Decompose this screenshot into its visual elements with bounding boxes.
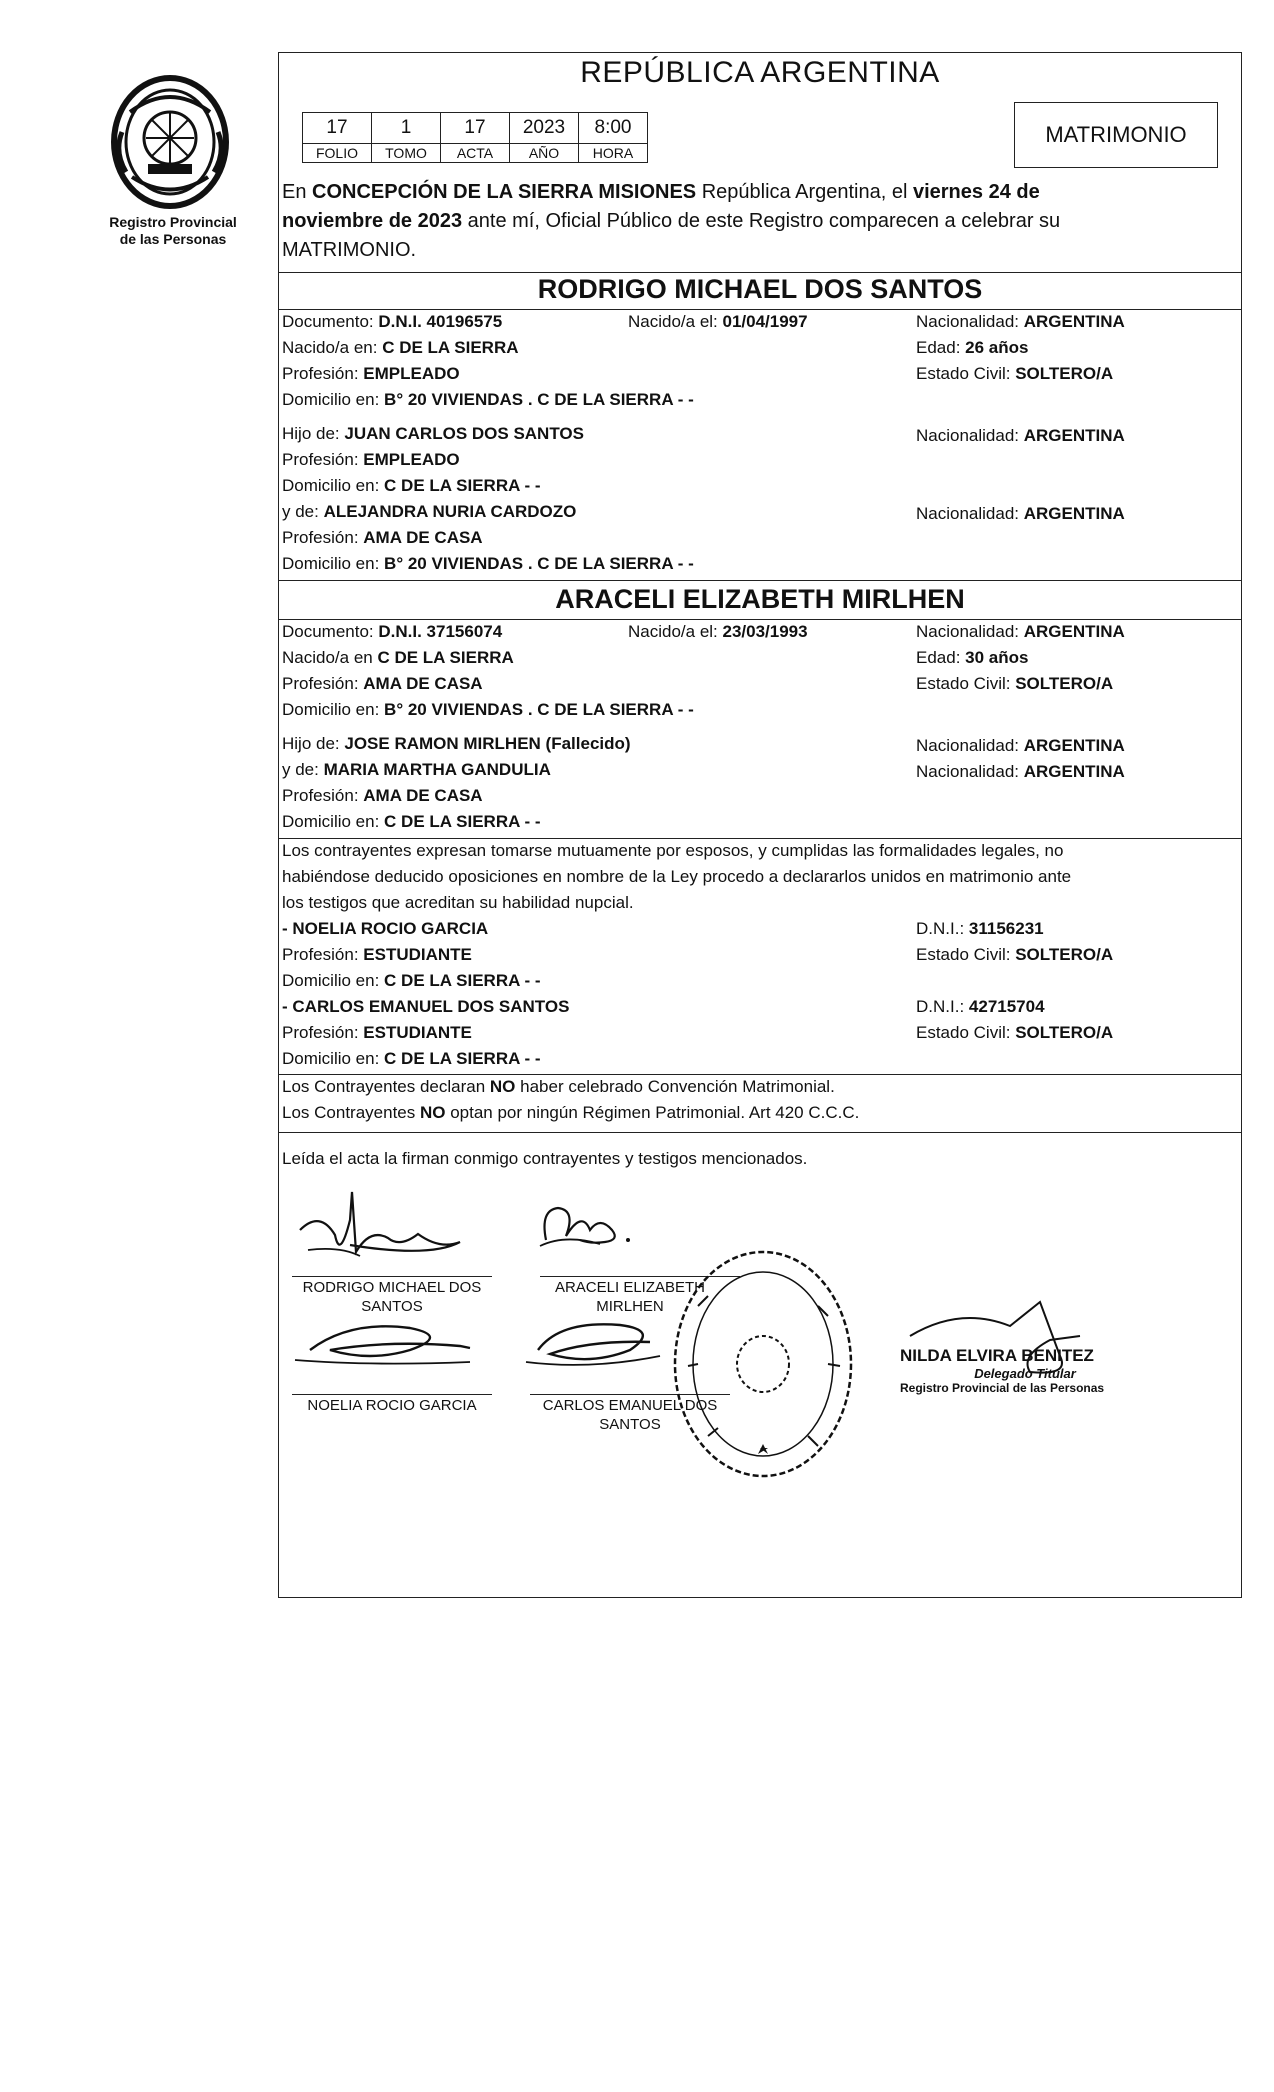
witness2-address: C DE LA SIERRA - -: [384, 1049, 541, 1068]
spouse2-birthdate: Nacido/a el: 23/03/1993: [628, 622, 808, 641]
hour-value: 8:00: [579, 113, 648, 144]
witness2-profession: ESTUDIANTE: [363, 1023, 472, 1042]
year-value: 2023: [510, 113, 579, 144]
spouse2-birthplace: C DE LA SIERRA: [377, 648, 514, 667]
signature-label-spouse1: RODRIGO MICHAEL DOS SANTOS: [302, 1279, 482, 1315]
signature-label-spouse2: ARACELI ELIZABETH MIRLHEN: [554, 1279, 706, 1315]
country-title: REPÚBLICA ARGENTINA: [580, 56, 940, 89]
witness1-profession: ESTUDIANTE: [363, 945, 472, 964]
spouse1-birthplace: C DE LA SIERRA: [382, 338, 519, 357]
intro-place: CONCEPCIÓN DE LA SIERRA MISIONES: [312, 181, 697, 203]
spouse1-nationality: ARGENTINA: [1023, 312, 1125, 331]
spouse1-mother-nationality: Nacionalidad: ARGENTINA: [916, 504, 1125, 523]
spouse1-left-column: Documento: D.N.I. 40196575 Nacido/a en: C DE LA SIERRA Profesión: EMPLEADO Domicilio en: B° 20 VIVIENDAS . C DE LA SIERRA - - Hijo de: JUAN CARLOS DOS SANTOS Profesión: EMPLEADO Domicilio en: C DE LA SIERRA - - y de: ALEJANDRA NURIA CARDOZO Profesión: AMA DE CASA Domicilio en: B° 20 VIVIENDAS . C DE LA SIERRA - -: [282, 312, 694, 573]
spouse1-birthdate: Nacido/a el: 01/04/1997: [628, 312, 808, 331]
acta-value: 17: [441, 113, 510, 144]
spouse1-mother-address: B° 20 VIVIENDAS . C DE LA SIERRA - -: [384, 554, 694, 573]
spouse1-mother: ALEJANDRA NURIA CARDOZO: [323, 502, 577, 521]
registry-logo-caption: [78, 214, 268, 248]
act-type-box: MATRIMONIO: [1014, 102, 1218, 168]
spouse1-father: JUAN CARLOS DOS SANTOS: [344, 424, 584, 443]
intro-text-3: ante mí, Oficial Público de este Registro comparecen a celebrar su: [462, 210, 1061, 232]
spouse2-mother: MARIA MARTHA GANDULIA: [323, 760, 551, 779]
spouse2-age: 30 años: [965, 648, 1029, 667]
intro-text-4: MATRIMONIO.: [282, 239, 417, 261]
intro-date-2: noviembre de 2023: [282, 210, 463, 232]
spouse1-civil-status: SOLTERO/A: [1015, 364, 1114, 383]
convention-paragraph: Los Contrayentes declaran NO haber celebrado Convención Matrimonial. Los Contrayentes NO optan por ningún Régimen Patrimonial. Art 420 C.C.C.: [282, 1077, 860, 1122]
declaration-line1: Los contrayentes expresan tomarse mutuamente por esposos, y cumplidas las formalidades legales, no: [282, 841, 1064, 860]
spouse1-age: 26 años: [965, 338, 1029, 357]
spouse1-father-address: C DE LA SIERRA - -: [384, 476, 541, 495]
spouse1-address: B° 20 VIVIENDAS . C DE LA SIERRA - -: [384, 390, 694, 409]
official-role: Delegado Titular: [974, 1366, 1076, 1381]
folio-value: 17: [303, 113, 372, 144]
witness2-civil-status: SOLTERO/A: [1015, 1023, 1114, 1042]
official-seal-stamp: [668, 1246, 858, 1482]
year-label: AÑO: [510, 144, 579, 163]
intro-text-1: En: [282, 181, 313, 203]
spouse2-address: B° 20 VIVIENDAS . C DE LA SIERRA - -: [384, 700, 694, 719]
provincial-registry-logo: [100, 72, 240, 212]
spouse1-father-nationality: Nacionalidad: ARGENTINA: [916, 426, 1125, 445]
signature-line: [292, 1394, 492, 1395]
official-stamp-block: [900, 1346, 1150, 1395]
spouse1-right-column: Nacionalidad: ARGENTINA Edad: 26 años Estado Civil: SOLTERO/A: [916, 312, 1125, 383]
signature-line: [292, 1276, 492, 1277]
declaration-line2: habiéndose deducido oposiciones en nombre de la Ley procedo a declararlos unidos en matrimonio ante: [282, 867, 1072, 886]
logo-caption-line1: Registro Provincial: [109, 214, 237, 230]
spouse1-name: RODRIGO MICHAEL DOS SANTOS: [537, 274, 983, 304]
spouse2-name: ARACELI ELIZABETH MIRLHEN: [555, 584, 965, 614]
witness2-dni: 42715704: [968, 997, 1045, 1016]
spouse1-dni: D.N.I. 40196575: [378, 312, 503, 331]
intro-text-2: República Argentina, el: [696, 181, 913, 203]
divider: [278, 580, 1242, 581]
spouse2-civil-status: SOLTERO/A: [1015, 674, 1114, 693]
acta-label: ACTA: [441, 144, 510, 163]
signature-label-witness2: CARLOS EMANUEL DOS SANTOS: [542, 1397, 718, 1433]
intro-date-1: viernes 24 de: [912, 181, 1040, 203]
spouse2-profession: AMA DE CASA: [363, 674, 483, 693]
declaration-line3: los testigos que acreditan su habilidad nupcial.: [282, 893, 634, 912]
spouse2-father-nationality: Nacionalidad: ARGENTINA: [916, 736, 1125, 755]
witnesses-right-column: D.N.I.: 31156231 Estado Civil: SOLTERO/A D.N.I.: 42715704 Estado Civil: SOLTERO/A: [916, 919, 1114, 1042]
record-numbers-table: [302, 112, 648, 163]
declaration-paragraph: [282, 838, 1240, 916]
spouse2-dni: D.N.I. 37156074: [378, 622, 503, 641]
official-name: NILDA ELVIRA BENITEZ: [900, 1346, 1094, 1365]
spouse2-nationality: ARGENTINA: [1023, 622, 1125, 641]
signature-label-witness1: NOELIA ROCIO GARCIA: [307, 1397, 477, 1414]
divider: [278, 1132, 1242, 1133]
spouse2-mother-nationality: Nacionalidad: ARGENTINA: [916, 762, 1125, 781]
witness1-address: C DE LA SIERRA - -: [384, 971, 541, 990]
witness2-name: - CARLOS EMANUEL DOS SANTOS: [282, 997, 570, 1016]
spouse2-father: JOSE RAMON MIRLHEN (Fallecido): [344, 734, 631, 753]
tomo-value: 1: [372, 113, 441, 144]
hour-label: HORA: [579, 144, 648, 163]
spouse1-profession: EMPLEADO: [363, 364, 460, 383]
witness1-name: - NOELIA ROCIO GARCIA: [282, 919, 489, 938]
intro-paragraph: [282, 178, 1238, 265]
spouse2-right-column: Nacionalidad: ARGENTINA Edad: 30 años Estado Civil: SOLTERO/A: [916, 622, 1125, 693]
folio-label: FOLIO: [303, 144, 372, 163]
spouse1-mother-profession: AMA DE CASA: [363, 528, 483, 547]
divider: [278, 272, 1242, 273]
official-organization: Registro Provincial de las Personas: [900, 1381, 1105, 1395]
logo-caption-line2: de las Personas: [119, 231, 227, 247]
spouse2-mother-profession: AMA DE CASA: [363, 786, 483, 805]
witness1-dni: 31156231: [968, 919, 1044, 938]
closing-statement: Leída el acta la firman conmigo contrayentes y testigos mencionados.: [282, 1149, 808, 1168]
tomo-label: TOMO: [372, 144, 441, 163]
spouse2-mother-address: C DE LA SIERRA - -: [384, 812, 541, 831]
spouse1-father-profession: EMPLEADO: [363, 450, 460, 469]
spouse2-left-column: Documento: D.N.I. 37156074 Nacido/a en C DE LA SIERRA Profesión: AMA DE CASA Domicilio en: B° 20 VIVIENDAS . C DE LA SIERRA - - Hijo de: JOSE RAMON MIRLHEN (Fallecido) y de: MARIA MARTHA GANDULIA Profesión: AMA DE CASA Domicilio en: C DE LA SIERRA - -: [282, 622, 694, 831]
witnesses-left-column: - NOELIA ROCIO GARCIA Profesión: ESTUDIANTE Domicilio en: C DE LA SIERRA - - - CARLOS EMANUEL DOS SANTOS Profesión: ESTUDIANTE Domicilio en: C DE LA SIERRA - -: [282, 916, 882, 1072]
witness1-civil-status: SOLTERO/A: [1015, 945, 1114, 964]
